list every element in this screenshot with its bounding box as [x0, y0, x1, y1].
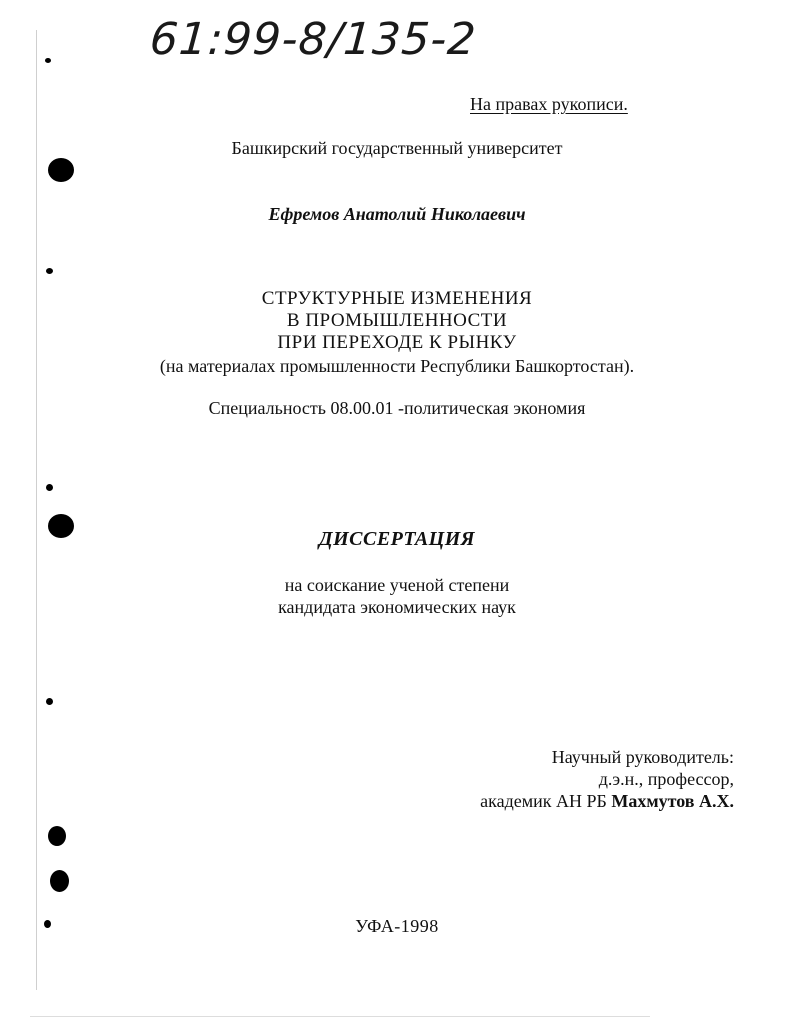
- supervisor-title: д.э.н., профессор,: [598, 769, 734, 789]
- supervisor-rank: академик АН РБ: [480, 791, 607, 811]
- title-line: В ПРОМЫШЛЕННОСТИ: [286, 310, 508, 331]
- binding-hole: [48, 158, 74, 182]
- supervisor-label: Научный руководитель:: [551, 747, 734, 767]
- supervisor-block: [480, 746, 734, 812]
- title-line: ПРИ ПЕРЕХОДЕ К РЫНКУ: [277, 332, 517, 353]
- degree-line: кандидата экономических наук: [278, 597, 516, 617]
- degree-statement: [0, 574, 794, 618]
- supervisor-rank-line: [480, 790, 734, 812]
- university-name: Башкирский государственный университет: [231, 138, 563, 158]
- scan-edge-line: [36, 30, 37, 990]
- binding-hole-mark: [45, 58, 51, 63]
- city-year: УФА-1998: [355, 916, 439, 936]
- binding-hole-mark: [46, 268, 53, 274]
- scan-bottom-line: [30, 1016, 650, 1017]
- binding-hole: [48, 826, 66, 846]
- binding-hole-mark: [46, 484, 53, 491]
- document-type: ДИССЕРТАЦИЯ: [318, 528, 476, 550]
- archive-code: 61:99-8/135-2: [148, 14, 479, 65]
- binding-hole: [50, 870, 69, 892]
- rights-notice: На правах рукописи.: [470, 94, 628, 114]
- title-line: СТРУКТУРНЫЕ ИЗМЕНЕНИЯ: [261, 288, 533, 309]
- binding-hole-mark: [46, 698, 53, 705]
- dissertation-subtitle: (на материалах промышленности Республики Башкортостан).: [159, 356, 635, 376]
- specialty: Специальность 08.00.01 -политическая экономия: [208, 398, 586, 418]
- degree-line: на соискание ученой степени: [284, 575, 510, 595]
- dissertation-title: [0, 288, 794, 354]
- supervisor-name: Махмутов А.Х.: [611, 791, 734, 811]
- author-name: Ефремов Анатолий Николаевич: [268, 204, 526, 224]
